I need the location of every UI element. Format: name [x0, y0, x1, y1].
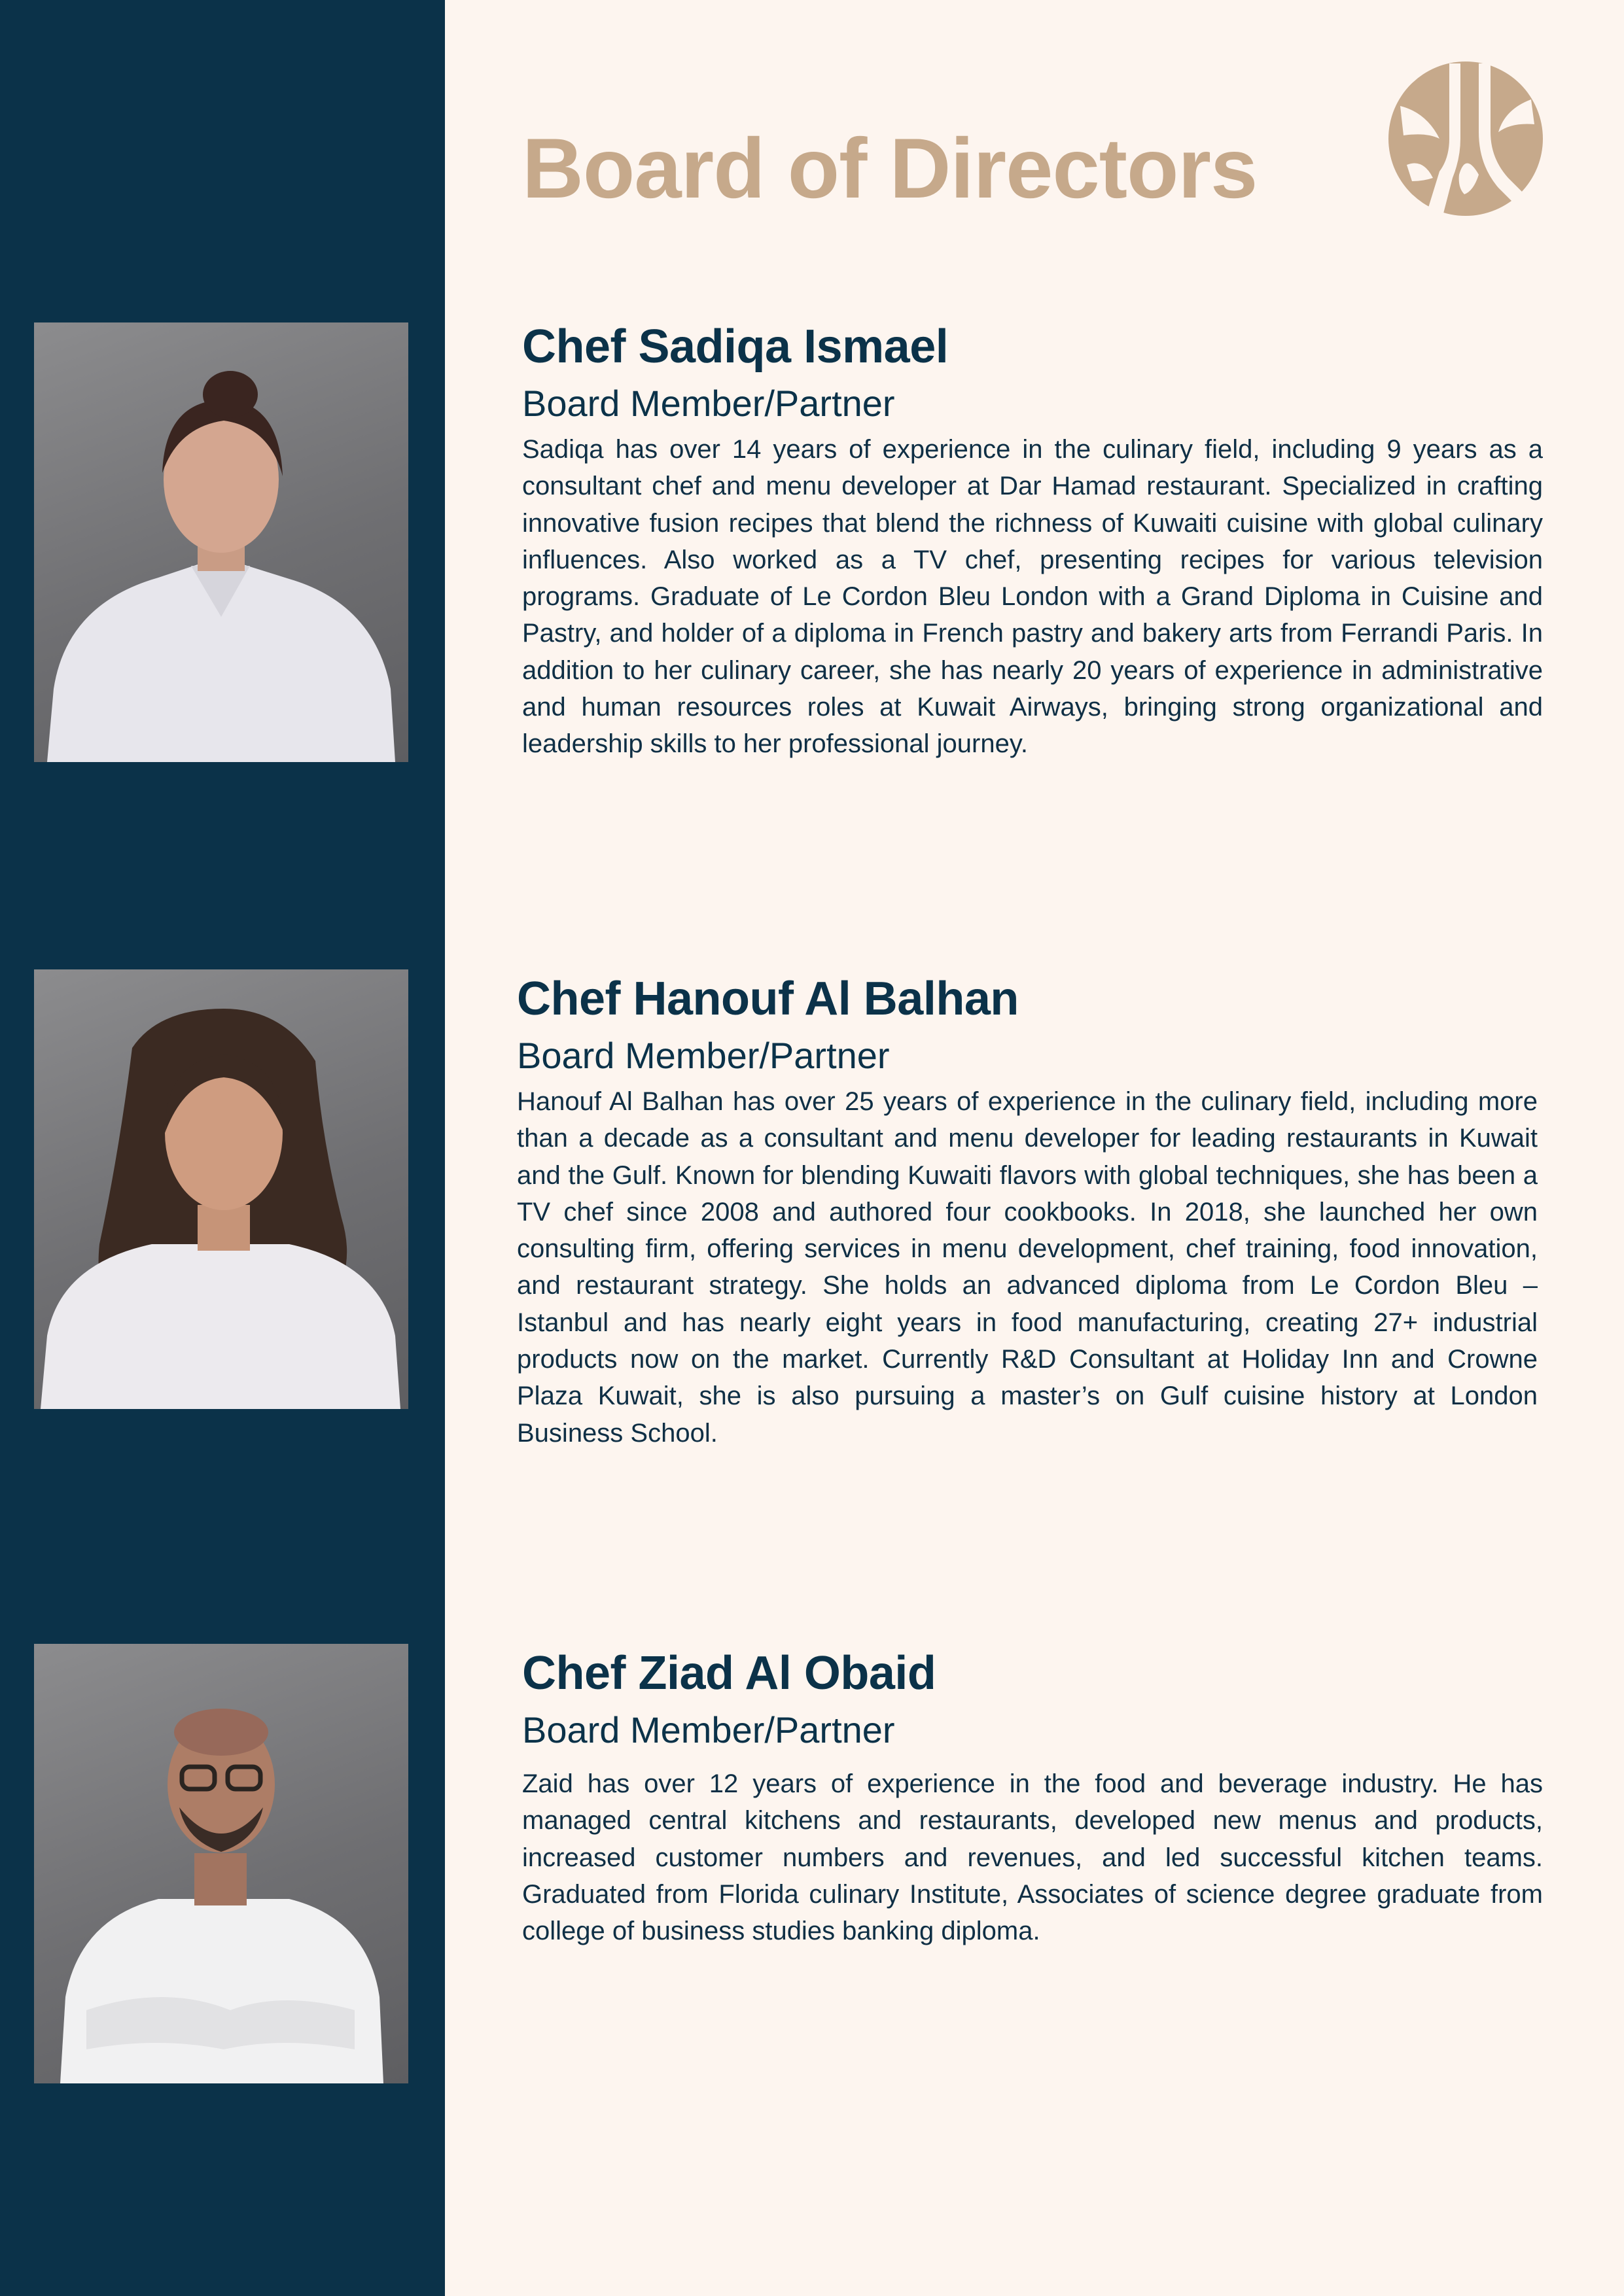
photo-sadiqa-ismael: [34, 322, 408, 762]
member-bio: Zaid has over 12 years of experience in the food and beverage industry. He has managed central kitchens and restaurants, developed new menus and products, increased customer numbers and revenues, and led successful kitchen teams. Graduated from Florida culinary Institute, Associates of science degree graduate from college of business studies banking diploma.: [522, 1769, 1543, 1946]
member-role: Board Member/Partner: [517, 1035, 890, 1076]
member-role: Board Member/Partner: [522, 1709, 895, 1750]
member-name: Chef Sadiqa Ismael: [522, 321, 949, 373]
member-bio: Sadiqa has over 14 years of experience in the culinary field, including 9 years as a consultant chef and menu developer at Dar Hamad restaurant. Specialized in crafting innovative fusion recipes that blend the richness of Kuwaiti cuisine with global culinary influences. Also worked as a TV chef, presenting recipes for various television programs. Graduate of Le Cordon Bleu London with a Grand Diploma in Cuisine and Pastry, and holder of a diploma in French pastry and bakery arts from Ferrandi Paris. In addition to her culinary career, she has nearly 20 years of experience in administrative and human resources roles at Kuwait Airways, bringing strong organizational and leadership skills to her professional journey.: [522, 435, 1543, 759]
member-name: Chef Ziad Al Obaid: [522, 1647, 936, 1699]
tree-leaf-logo-icon: [1387, 60, 1544, 217]
board-member-card: [522, 317, 1543, 763]
member-name: Chef Hanouf Al Balhan: [517, 973, 1019, 1025]
photo-hanouf-al-balhan: [34, 969, 408, 1409]
board-member-card: [517, 969, 1538, 1452]
photo-ziad-al-obaid: [34, 1644, 408, 2083]
member-role: Board Member/Partner: [522, 383, 895, 424]
member-bio: Hanouf Al Balhan has over 25 years of experience in the culinary field, including more than a decade as a consultant and menu developer for leading restaurants in Kuwait and the Gulf. Known for blending Kuwaiti flavors with global techniques, she has been a TV chef since 2008 and authored four cookbooks. In 2018, she launched her own consulting firm, offering services in menu development, chef training, food innovation, and restaurant strategy. She holds an advanced diploma from Le Cordon Bleu – Istanbul and has nearly eight years in food manufacturing, creating 27+ industrial products now on the market. Currently R&D Consultant at Holiday Inn and Crowne Plaza Kuwait, she is also pursuing a master’s on Gulf cuisine history at London Business School.: [517, 1087, 1538, 1448]
page-title: Board of Directors: [522, 120, 1258, 216]
board-member-card: [522, 1644, 1543, 1949]
